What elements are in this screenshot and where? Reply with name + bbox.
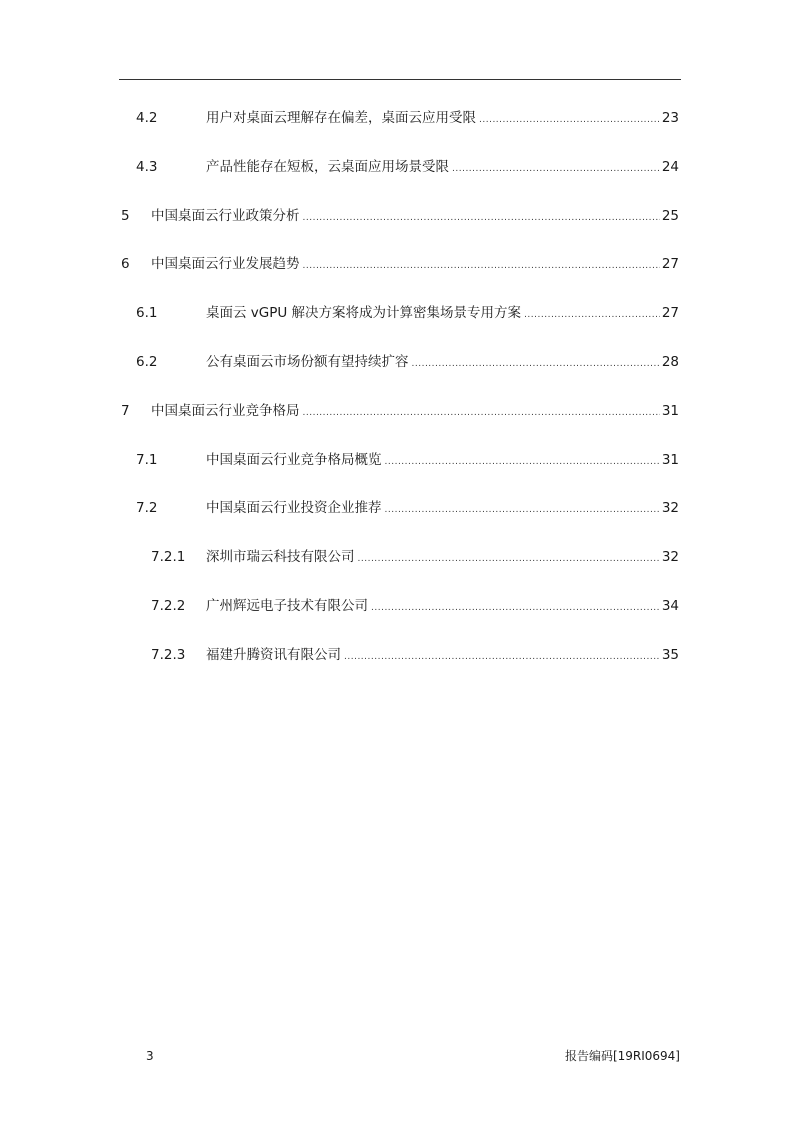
toc-entry-line	[206, 643, 679, 669]
toc-entry-title[interactable]: 公有桌面云市场份额有望持续扩容	[206, 354, 409, 370]
toc-entry[interactable]	[0, 106, 800, 130]
report-code: 报告编码[19RI0694]	[564, 1049, 680, 1063]
toc-entry-line	[206, 350, 679, 376]
toc-entry[interactable]	[0, 448, 800, 472]
toc-entry-line	[151, 252, 679, 278]
toc-dot-leader	[371, 596, 660, 620]
toc-entry[interactable]	[0, 594, 800, 618]
toc-dot-leader	[303, 206, 660, 230]
toc-entry-page: 31	[661, 452, 679, 468]
toc-entry-page: 28	[661, 354, 679, 370]
toc-entry-line	[206, 155, 679, 181]
toc-dot-leader	[385, 498, 660, 522]
toc-dot-leader	[303, 401, 660, 425]
page-footer	[0, 1045, 800, 1067]
toc-entry[interactable]	[0, 496, 800, 520]
toc-entry[interactable]	[0, 350, 800, 374]
toc-entry-line	[206, 545, 679, 571]
toc-entry-page: 34	[661, 598, 679, 614]
toc-dot-leader	[479, 108, 660, 132]
toc-entry-title[interactable]: 广州辉远电子技术有限公司	[206, 598, 368, 614]
toc-dot-leader	[303, 254, 660, 278]
toc-entry-page: 25	[661, 208, 679, 224]
toc-entry-page: 23	[661, 110, 679, 126]
toc-entry-title[interactable]: 深圳市瑞云科技有限公司	[206, 549, 355, 565]
toc-entry-title[interactable]: 中国桌面云行业竞争格局概览	[206, 452, 382, 468]
toc-entry-title[interactable]: 产品性能存在短板，云桌面应用场景受限	[206, 159, 449, 175]
toc-entry-number: 6.2	[136, 354, 158, 370]
toc-entry[interactable]	[0, 399, 800, 423]
toc-entry-number: 4.2	[136, 110, 158, 126]
toc-entry-page: 31	[661, 403, 679, 419]
toc-entry-number: 6.1	[136, 305, 158, 321]
toc-dot-leader	[452, 157, 660, 181]
toc-entry-title[interactable]: 中国桌面云行业竞争格局	[151, 403, 300, 419]
toc-entry-line	[206, 594, 679, 620]
toc-entry-page: 24	[661, 159, 679, 175]
toc-entry-number: 7.2.2	[151, 598, 186, 614]
toc-entry-page: 32	[661, 500, 679, 516]
toc-entry-page: 35	[661, 647, 679, 663]
toc-entry-number: 7.2.3	[151, 647, 186, 663]
page-number: 3	[146, 1049, 154, 1063]
toc-dot-leader	[344, 645, 660, 669]
toc-entry-page: 32	[661, 549, 679, 565]
toc-entry-line	[206, 448, 679, 474]
toc-entry[interactable]	[0, 252, 800, 276]
toc-entry-title[interactable]: 用户对桌面云理解存在偏差，桌面云应用受限	[206, 110, 476, 126]
toc-dot-leader	[358, 547, 660, 571]
toc-entry-line	[206, 106, 679, 132]
toc-dot-leader	[385, 450, 660, 474]
toc-entry-page: 27	[661, 305, 679, 321]
toc-entry-line	[206, 496, 679, 522]
toc-entry-line	[151, 204, 679, 230]
toc-entry-title[interactable]: 中国桌面云行业投资企业推荐	[206, 500, 382, 516]
toc-entry-number: 6	[121, 256, 130, 272]
toc-entry-number: 5	[121, 208, 130, 224]
toc-entry-number: 7.2.1	[151, 549, 186, 565]
toc-entry-title[interactable]: 中国桌面云行业发展趋势	[151, 256, 300, 272]
toc-entry-page: 27	[661, 256, 679, 272]
toc-entry-title[interactable]: 福建升腾资讯有限公司	[206, 647, 341, 663]
toc-entry-line	[151, 399, 679, 425]
toc-entry[interactable]	[0, 301, 800, 325]
toc-entry-line	[206, 301, 679, 327]
toc-entry[interactable]	[0, 204, 800, 228]
toc-entry-number: 7.2	[136, 500, 158, 516]
toc-entry-number: 7	[121, 403, 130, 419]
toc-entry[interactable]	[0, 643, 800, 667]
toc-entry[interactable]	[0, 155, 800, 179]
toc-entry-number: 4.3	[136, 159, 158, 175]
toc-dot-leader	[524, 303, 660, 327]
toc-entry[interactable]	[0, 545, 800, 569]
toc-dot-leader	[412, 352, 660, 376]
header-rule	[119, 79, 681, 80]
toc-entry-title[interactable]: 中国桌面云行业政策分析	[151, 208, 300, 224]
toc-entry-title[interactable]: 桌面云 vGPU 解决方案将成为计算密集场景专用方案	[206, 305, 522, 321]
toc-entry-number: 7.1	[136, 452, 158, 468]
